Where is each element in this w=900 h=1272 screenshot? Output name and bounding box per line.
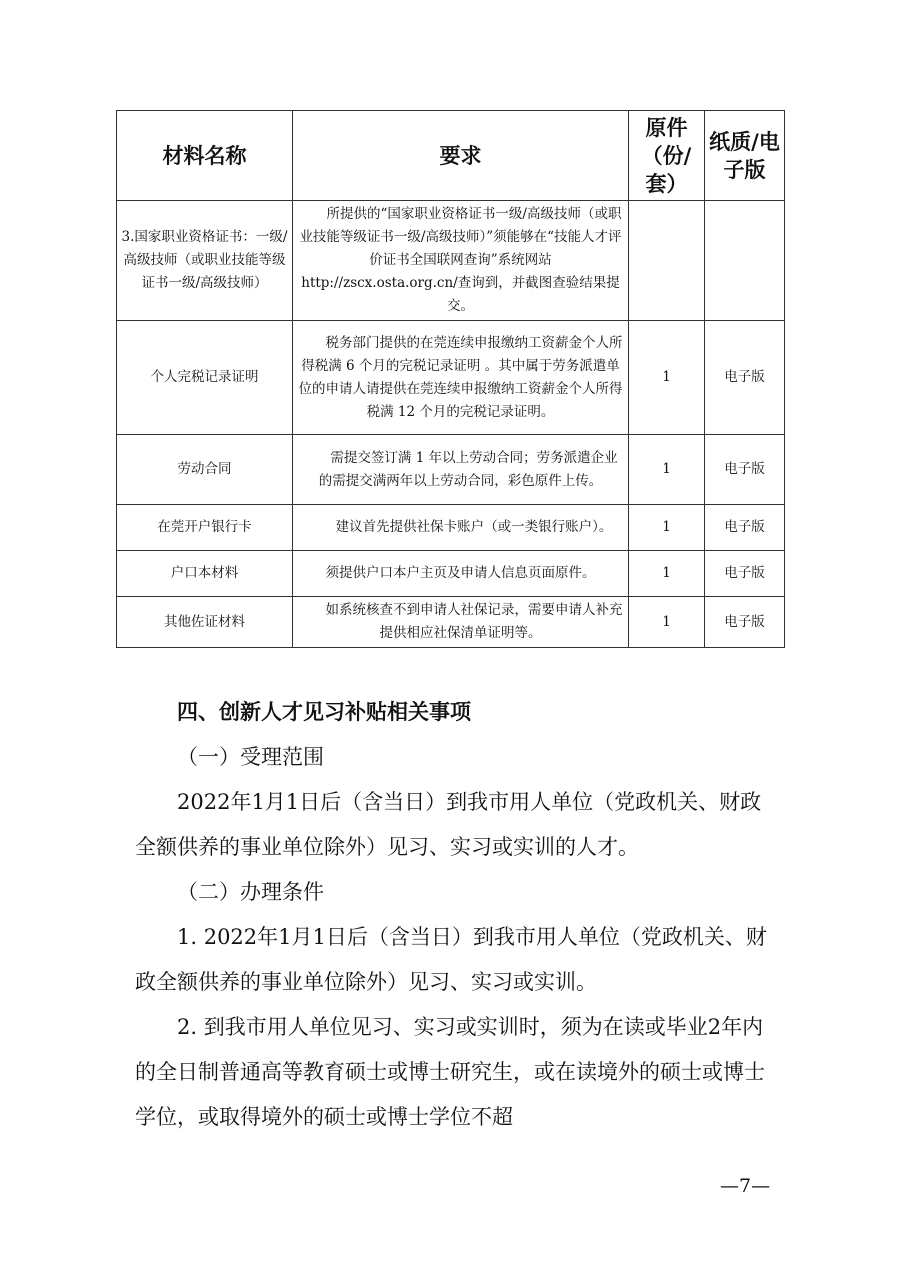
requirement-cell: 须提供户口本户主页及申请人信息页面原件。 <box>293 551 629 597</box>
copies-cell: 1 <box>629 435 705 505</box>
subheading-conditions: （二）办理条件 <box>177 880 324 904</box>
material-name-cell: 个人完税记录证明 <box>117 321 293 435</box>
header-material-name: 材料名称 <box>117 111 293 201</box>
condition-item-1: 1. 2022年1月1日后（含当日）到我市用人单位（党政机关、财政全额供养的事业单位除外）见习、实习或实训。 <box>135 925 767 994</box>
format-cell: 电子版 <box>705 435 785 505</box>
header-requirement: 要求 <box>293 111 629 201</box>
material-name-cell: 劳动合同 <box>117 435 293 505</box>
format-cell: 电子版 <box>705 551 785 597</box>
table-row <box>117 201 785 321</box>
table-row <box>117 435 785 505</box>
copies-cell: 1 <box>629 321 705 435</box>
subheading-scope: （一）受理范围 <box>177 745 324 769</box>
material-name-cell: 在莞开户银行卡 <box>117 505 293 551</box>
copies-cell <box>629 201 705 321</box>
material-name-cell: 户口本材料 <box>117 551 293 597</box>
materials-table <box>116 110 785 648</box>
copies-cell: 1 <box>629 551 705 597</box>
format-cell: 电子版 <box>705 597 785 648</box>
requirement-cell: 税务部门提供的在莞连续申报缴纳工资薪金个人所得税满 6 个月的完税记录证明 。其中属于劳务派遣单位的申请人请提供在莞连续申报缴纳工资薪金个人所得税满 12 个月的完税记录证明。 <box>293 321 629 435</box>
section-body <box>135 690 775 1140</box>
material-name-cell: 其他佐证材料 <box>117 597 293 648</box>
table-row <box>117 505 785 551</box>
requirement-cell: 所提供的“国家职业资格证书一级/高级技师（或职业技能等级证书一级/高级技师）”须能够在“技能人才评价证书全国联网查询”系统网站 http://zscx.osta.org.cn/查询到，并截图查验结果提交。 <box>293 201 629 321</box>
format-cell: 电子版 <box>705 321 785 435</box>
header-format: 纸质/电子版 <box>705 111 785 201</box>
header-copies: 原件（份/套） <box>629 111 705 201</box>
table-row <box>117 597 785 648</box>
section-heading: 四、创新人才见习补贴相关事项 <box>177 700 471 724</box>
table-row <box>117 321 785 435</box>
table-row <box>117 551 785 597</box>
format-cell: 电子版 <box>705 505 785 551</box>
requirement-cell: 如系统核查不到申请人社保记录，需要申请人补充提供相应社保清单证明等。 <box>293 597 629 648</box>
material-name-cell: 3.国家职业资格证书：一级/高级技师（或职业技能等级证书一级/高级技师） <box>117 201 293 321</box>
requirement-cell: 建议首先提供社保卡账户（或一类银行账户）。 <box>293 505 629 551</box>
paragraph-scope: 2022年1月1日后（含当日）到我市用人单位（党政机关、财政全额供养的事业单位除外）见习、实习或实训的人才。 <box>135 790 762 859</box>
table-header-row <box>117 111 785 201</box>
condition-item-2: 2. 到我市用人单位见习、实习或实训时，须为在读或毕业2年内的全日制普通高等教育硕士或博士研究生，或在读境外的硕士或博士学位，或取得境外的硕士或博士学位不超 <box>135 1015 765 1129</box>
requirement-cell: 需提交签订满 1 年以上劳动合同；劳务派遣企业的需提交满两年以上劳动合同，彩色原件上传。 <box>293 435 629 505</box>
copies-cell: 1 <box>629 505 705 551</box>
copies-cell: 1 <box>629 597 705 648</box>
format-cell <box>705 201 785 321</box>
page-number: —7— <box>720 1175 771 1197</box>
